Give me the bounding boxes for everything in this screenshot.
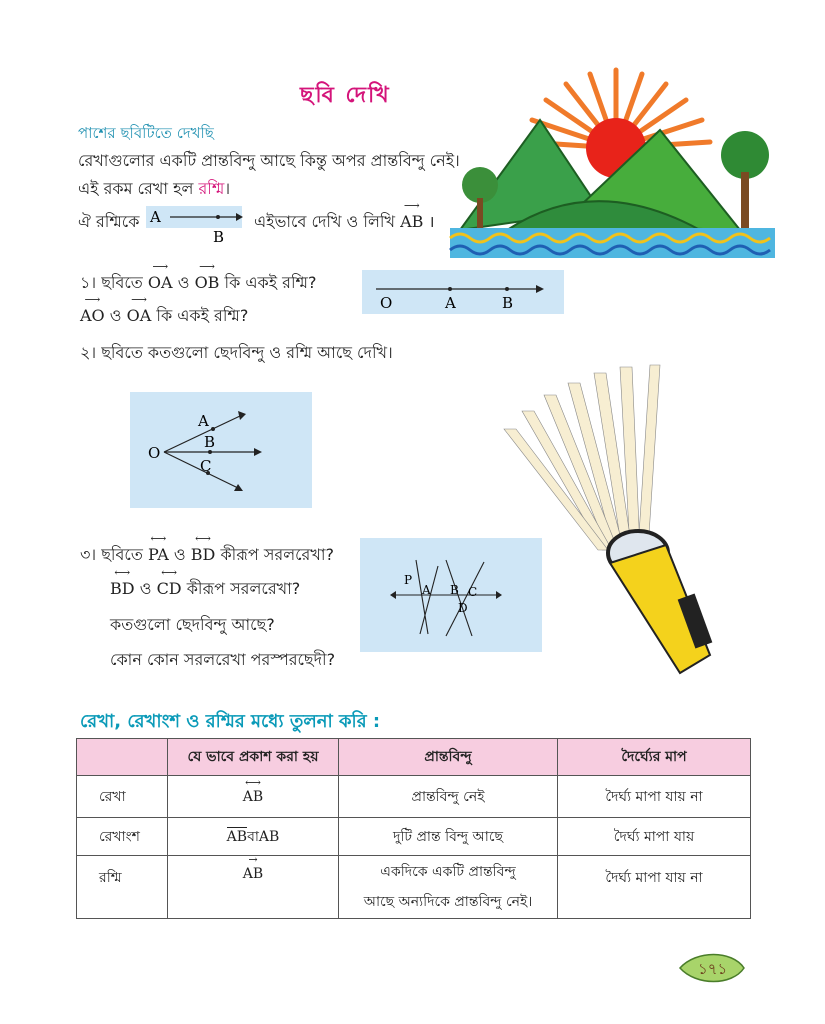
question-1-line-2-text: কি একই রশ্মি? (156, 306, 249, 325)
flashlight-illustration (490, 355, 750, 685)
q2-label-c: C (200, 457, 212, 475)
notation-or: বা (247, 828, 259, 845)
q2-label-a: A (198, 412, 209, 430)
segment-ab-notation: AB (226, 828, 248, 845)
q1-figure-box (362, 270, 564, 314)
question-2-text: ছবিতে কতগুলো ছেদবিন্দু ও রশ্মি আছে দেখি। (101, 343, 393, 362)
row-length: দৈর্ঘ্য মাপা যায় না (558, 776, 751, 818)
q1-figure (362, 270, 564, 314)
q2-label-b: B (204, 433, 216, 451)
ray-point-b (216, 215, 220, 219)
ray-symbol-ab: ⟶ AB (400, 199, 424, 231)
question-3-and-1: ও (173, 545, 186, 564)
q3-label-c: C (468, 585, 478, 599)
line-bd-2: ⟷ BD (110, 566, 135, 598)
row-endpoint-line-1: একদিকে একটি প্রান্তবিন্দু (380, 864, 516, 880)
row-length: দৈর্ঘ্য মাপা যায় (558, 818, 751, 856)
question-1-number: ১। (80, 273, 97, 292)
header-length: দৈর্ঘ্যের মাপ (558, 739, 751, 776)
intro-subheading: পাশের ছবিটিতে দেখছি (78, 124, 214, 142)
segment-ab-plain: AB (258, 828, 280, 845)
row-name: রশ্মি (77, 856, 168, 919)
intro-line-2-prefix: এই রকম রেখা হল (78, 179, 194, 198)
q1-label-o: O (380, 294, 393, 312)
q2-arrow-a (238, 411, 246, 420)
row-name: রেখাংশ (77, 818, 168, 856)
ray-label-a: A (150, 208, 161, 226)
q3-label-a: A (422, 583, 431, 597)
page-number: ১৭১ (698, 960, 728, 978)
tree-right-icon (721, 131, 769, 179)
ray-label-b: B (213, 228, 225, 246)
row-endpoint: প্রান্তবিন্দু নেই (339, 776, 558, 818)
question-3-and-2: ও (139, 579, 152, 598)
header-empty (77, 739, 168, 776)
page-number-leaf (676, 948, 748, 988)
q3-line-cd (446, 562, 484, 636)
comparison-heading: রেখা, রেখাংশ ও রশ্মির মধ্যে তুলনা করি : (80, 711, 381, 732)
q2-figure (130, 392, 312, 508)
question-3-text-2: কীরূপ সরলরেখা? (186, 579, 301, 598)
table-row (77, 818, 751, 856)
ray-arrowhead (236, 213, 243, 221)
intro-line-2-suffix: । (224, 179, 231, 198)
ray-ob: ⟶ OB (194, 260, 220, 292)
row-endpoint: দুটি প্রান্ত বিন্দু আছে (339, 818, 558, 856)
line-pa: ⟷ PA (147, 532, 169, 564)
question-3-line-1 (80, 532, 334, 569)
ray-term: রশ্মি (198, 179, 225, 198)
intro-line-3-rest (254, 199, 435, 236)
row-length: দৈর্ঘ্য মাপা যায় না (558, 856, 751, 919)
row-notation (168, 818, 339, 856)
q2-point-a (211, 427, 215, 431)
question-1-line-2 (80, 293, 249, 330)
line-ab-notation: ⟷ AB (242, 775, 264, 805)
question-3-line-4: কোন কোন সরলরেখা পরস্পরছেদী? (110, 650, 336, 669)
row-notation (168, 853, 339, 919)
ray-figure (146, 206, 242, 246)
question-1-text-a: ছবিতে (101, 273, 143, 292)
ray-ao: ⟶ AO (80, 293, 105, 325)
q3-line-pa (416, 560, 428, 634)
sun-mountains-illustration (440, 60, 780, 270)
intro-line-2 (78, 176, 230, 203)
table-row (77, 776, 751, 818)
q3-label-d: D (458, 601, 468, 615)
intro-line-3-prefix: ঐ রশ্মিকে (78, 212, 140, 231)
q3-label-b: B (450, 583, 459, 597)
question-1-text-b: কি একই রশ্মি? (224, 273, 317, 292)
question-3-line-2 (110, 566, 301, 603)
line-cd: ⟷ CD (156, 566, 182, 598)
table-row (77, 856, 751, 919)
ray-ab-notation: → AB (242, 853, 264, 882)
intro-line-1: রেখাগুলোর একটি প্রান্তবিন্দু আছে কিন্তু অপর প্রান্তবিন্দু নেই। (78, 151, 460, 170)
q1-label-a: A (445, 294, 456, 312)
intro-line-3-mid: এইভাবে দেখি ও লিখি (254, 212, 395, 231)
question-1-line-2-and: ও (109, 306, 122, 325)
row-endpoint-line-2: আছে অন্যদিকে প্রান্তবিন্দু নেই। (363, 894, 533, 910)
q3-label-p: P (404, 573, 413, 587)
intro-line-3-end: । (428, 212, 435, 231)
question-3-number: ৩। (80, 545, 97, 564)
light-beams-icon (504, 365, 660, 550)
question-2-number: ২। (80, 343, 97, 362)
line-bd: ⟷ BD (190, 532, 216, 564)
q3-arrow-left (390, 591, 396, 599)
question-1-and: ও (177, 273, 190, 292)
row-notation (168, 776, 339, 818)
page-title: ছবি দেখি (300, 83, 391, 108)
tree-left-icon (462, 167, 498, 203)
question-3-text-b: কীরূপ সরলরেখা? (220, 545, 334, 564)
q1-label-b: B (502, 294, 514, 312)
table-header-row (77, 739, 751, 776)
ray-oa: ⟶ OA (147, 260, 173, 292)
q1-point-a (448, 287, 452, 291)
q2-label-o: O (148, 444, 161, 462)
ray-oa-2: ⟶ OA (126, 293, 152, 325)
q1-arrowhead (536, 285, 544, 293)
row-endpoint (339, 856, 558, 919)
question-1-line-1 (80, 260, 317, 297)
header-notation: যে ভাবে প্রকাশ করা হয় (168, 739, 339, 776)
question-3-text-a: ছবিতে (101, 545, 143, 564)
header-endpoint: প্রান্তবিন্দু (339, 739, 558, 776)
question-2 (80, 340, 393, 367)
q2-figure-box (130, 392, 312, 508)
q2-arrow-c (234, 484, 243, 491)
comparison-table (76, 738, 751, 919)
q2-arrow-b (254, 448, 262, 456)
ray-figure-box (146, 206, 242, 246)
q1-point-b (505, 287, 509, 291)
question-3-line-3: কতগুলো ছেদবিন্দু আছে? (110, 615, 275, 634)
row-name: রেখা (77, 776, 168, 818)
